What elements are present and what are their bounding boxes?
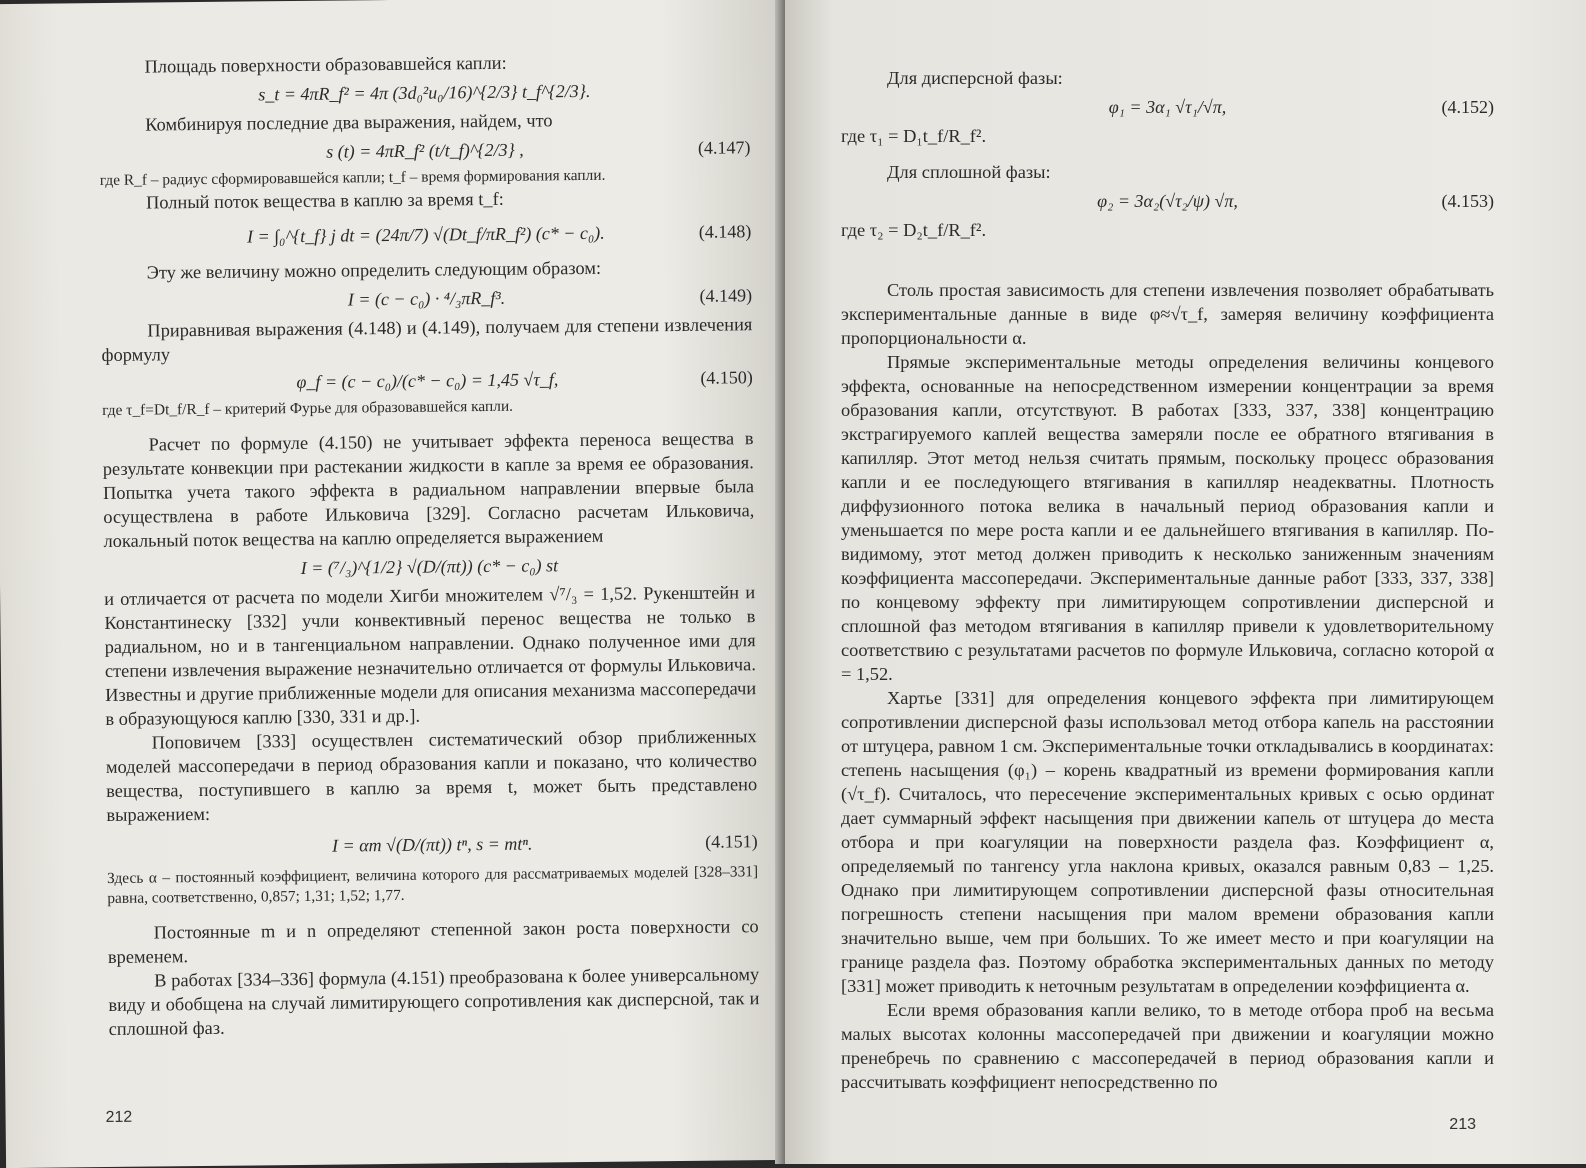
- equation-number: (4.151): [705, 831, 758, 852]
- paragraph: Приравнивая выражения (4.148) и (4.149), получаем для степени извлечения формулу: [101, 314, 753, 366]
- paragraph: Площадь поверхности образовавшейся капли:: [144, 52, 507, 77]
- formula: [107, 828, 758, 861]
- paragraph: Постоянные m и n определяют степенной закон роста поверхности со временем.: [107, 916, 759, 968]
- paragraph: Эту же величину можно определить следующим образом:: [146, 257, 602, 283]
- formula-text: φ₁ = 3α₁ √τ₁/√π,: [1108, 97, 1227, 117]
- paragraph: В работах [334–336] формула (4.151) преобразована к более универсальному виду и обобщена на случай лимитирующего сопротивления как дисперсной, так и сплошной фаз.: [108, 964, 760, 1039]
- paragraph: Полный поток вещества в каплю за время t_f:: [145, 188, 504, 213]
- formula: [102, 364, 753, 397]
- definition-note: где τ₂ = D₂t_f/R_f².: [841, 220, 987, 240]
- paragraph: Расчет по формуле (4.150) не учитывает эффекта переноса вещества в результате конвекции при растекании жидкости в капле за время ее образования. Попытка учета такого эффекта в радиальном направлении впервые была осуществлена в работе Ильковича [329]. Согласно расчетам Ильковича, локальный поток вещества на каплю определяется выражением: [102, 428, 755, 552]
- formula: [100, 218, 751, 251]
- equation-number: (4.153): [1441, 191, 1494, 211]
- paragraph: Хартье [331] для определения концевого эффекта при лимитирующем сопротивлении дисперсной фазы использовал метод отбора капель на расстоянии от штуцера, равном 1 см. Экспериментальные точки откладывались в координатах: степень насыщения (φ₁) – корень квадратный из времени формирования капли (√τ_f). Считалось, что пересечение экспериментальных кривых с осью ординат дает суммарный эффект насыщения при движении капель от штуцера до места отбора и при коагуляции на поверхности раздела фаз. Коэффициент α, определяемый по тангенсу угла наклона кривых, оказался равным 0,83 – 1,25. Однако при лимитирующем сопротивлении дисперсной фазы относительная погрешность степени насыщения при малом времени образования капли значительно выше, чем при больших. То же имеет место и при коагуляции на границе раздела фаз. Поэтому обработка экспериментальных данных по методу [331] может приводить к неточным результатам в определении коэффициента α.: [841, 688, 1494, 996]
- paragraph: Прямые экспериментальные методы определения величины концевого эффекта, основанные на непосредственном измерении концентрации за время образования капли, отсутствуют. В работах [333, 337, 338] концентрацию экстрагируемого каплей вещества замеряли после ее обратного втягивания в капилляр. Этот метод нельзя считать прямым, поскольку процесс образования капли и ее последующего втягивания в капилляр неадекватны. Плотность диффузионного потока велика в начальный период образования капли и уменьшается по мере роста капли и ее дальнейшего втягивания в капилляр. По-видимому, этот метод должен приводить к несколько заниженным значениям коэффициента массопередачи. Экспериментальные данные работ [333, 337, 338] по концевому эффекту при лимитирующем сопротивлении дисперсной и сплошной фаз методом втягивания в капилляр привели к удовлетворительному соответствию с результатами расчетов по формуле Ильковича, согласно которой α = 1,52.: [841, 352, 1494, 684]
- formula-text: I = (⁷/₃)^{1/2} √(D/(πt)) (c* − c₀) st: [300, 555, 559, 578]
- formula: [841, 94, 1494, 120]
- formula-text: φ₂ = 3α₂(√τ₂/ψ) √π,: [1097, 191, 1238, 211]
- footnote-text: Здесь α – постоянный коэффициент, величина которого для рассматриваемых моделей [328–331] равна, соответственно, 0,857; 1,31; 1,52; 1,77.: [107, 863, 759, 908]
- right-page: [785, 0, 1586, 1164]
- definition-note: где τ₁ = D₁t_f/R_f².: [841, 126, 987, 146]
- equation-number: (4.150): [700, 367, 753, 388]
- formula-text: s (t) = 4πR_f² (t/t_f)^{2/3} ,: [326, 139, 524, 162]
- paragraph: Комбинируя последние два выражения, найдем, что: [145, 110, 553, 135]
- equation-number: (4.147): [697, 137, 751, 158]
- formula-text: I = ∫₀^{t_f} j dt = (24π/7) √(Dt_f/πR_f²) (c* − c₀).: [246, 222, 605, 247]
- page-number: 213: [1449, 1116, 1476, 1133]
- definition-note: где τ_f=Dt_f/R_f – критерий Фурье для образовавшейся капли.: [102, 397, 514, 420]
- formula: [99, 134, 750, 167]
- formula-text: I = (c − c₀) · ⁴/₃πR_f³.: [347, 287, 506, 310]
- paragraph: Столь простая зависимость для степени извлечения позволяет обрабатывать экспериментальные данные в виде φ≈√τ_f, замеряя величину коэффициента пропорциональности α.: [841, 280, 1494, 348]
- definition-note: где R_f – радиус сформировавшейся капли; t_f – время формирования капли.: [99, 166, 606, 190]
- paragraph: Если время образования капли велико, то в методе отбора проб на весьма малых высотах колонны массопередачей при движении и коагуляции можно пренебречь по сравнению с массопередачей в период образования капли и рассчитывать коэффициент непосредственно по: [841, 1000, 1494, 1092]
- equation-number: (4.149): [699, 285, 753, 306]
- equation-number: (4.152): [1441, 97, 1494, 117]
- equation-number: (4.148): [698, 221, 752, 242]
- paragraph: Поповичем [333] осуществлен систематический обзор приближенных моделей массопередачи в период образования капли и показано, что количество вещества, поступившего в каплю за время t, может быть представлено выражением:: [105, 726, 758, 826]
- formula: [101, 282, 752, 315]
- formula: [99, 76, 750, 109]
- formula: [104, 550, 755, 583]
- formula: [841, 188, 1494, 214]
- formula-text: s_t = 4πR_f² = 4π (3d₀²u₀/16)^{2/3} t_f^{2/3}.: [258, 80, 591, 105]
- formula-text: I = αm √(D/(πt)) tⁿ, s = mtⁿ.: [331, 833, 533, 856]
- left-page: [0, 0, 791, 1168]
- paragraph: и отличается от расчета по модели Хигби множителем √⁷/₃ = 1,52. Рукенштейн и Константинеску [332] учли конвективный перенос вещества не только в радиальном, но и в тангенциальном направлении. Однако полученное ими для степени извлечения выражение незначительно отличается от формулы Ильковича. Известны и другие приближенные модели для описания механизма массопередачи в образующуюся каплю [330, 331 и др.].: [104, 582, 757, 730]
- formula-text: φ_f = (c − c₀)/(c* − c₀) = 1,45 √τ_f,: [296, 369, 559, 392]
- page-number: 212: [105, 1108, 133, 1127]
- paragraph: Для дисперсной фазы:: [887, 68, 1063, 88]
- paragraph: Для сплошной фазы:: [887, 162, 1051, 182]
